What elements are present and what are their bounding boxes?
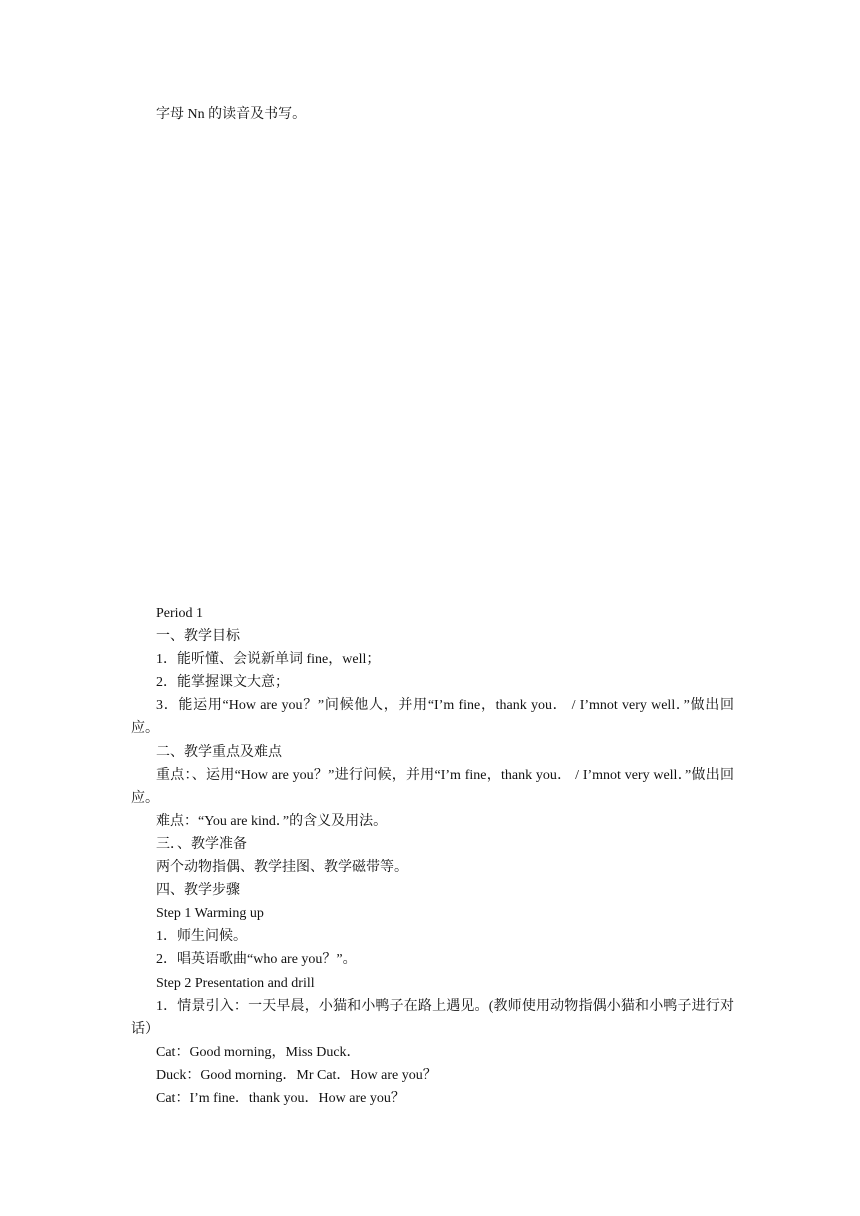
step-item: 1．情景引入：一天早晨，小猫和小鸭子在路上遇见。(教师使用动物指偶小猫和小鸭子进行对话） xyxy=(131,998,734,1037)
objective-item: 3．能运用“How are you？”问候他人，并用“I’m fine，thank you． / I’mnot very well．”做出回应。 xyxy=(131,698,734,737)
difficulty-text: 难点：“You are kind．”的含义及用法。 xyxy=(156,813,388,829)
step-heading: Step 1 Warming up xyxy=(156,906,264,922)
preparation-text: 两个动物指偶、教学挂图、教学磁带等。 xyxy=(156,860,408,876)
dialogue-line: Cat：I’m fine．thank you．How are you？ xyxy=(156,1090,405,1106)
dialogue-line: Cat：Good morning，Miss Duck． xyxy=(156,1044,361,1060)
lesson-plan-body xyxy=(131,602,734,1110)
header-line: 字母 Nn 的读音及书写。 xyxy=(156,107,307,122)
step-item: 1．师生问候。 xyxy=(156,929,247,945)
period-heading: Period 1 xyxy=(156,606,204,621)
section-heading-preparation: 三．、教学准备 xyxy=(156,836,247,852)
section-heading-key-points: 二、教学重点及难点 xyxy=(156,744,282,760)
step-heading: Step 2 Presentation and drill xyxy=(156,975,315,991)
section-heading-steps: 四、教学步骤 xyxy=(156,883,240,899)
objective-item: 2．能掌握课文大意； xyxy=(156,675,289,691)
key-point-text: 重点：、运用“How are you？”进行问候，并用“I’m fine，thank you． / I’mnot very well．”做出回应。 xyxy=(131,767,734,806)
step-item: 2．唱英语歌曲“who are you？”。 xyxy=(156,952,357,968)
section-heading-objectives: 一、教学目标 xyxy=(156,629,240,645)
objective-item: 1．能听懂、会说新单词 fine，well； xyxy=(156,652,381,668)
dialogue-line: Duck：Good morning．Mr Cat．How are you？ xyxy=(156,1067,437,1083)
